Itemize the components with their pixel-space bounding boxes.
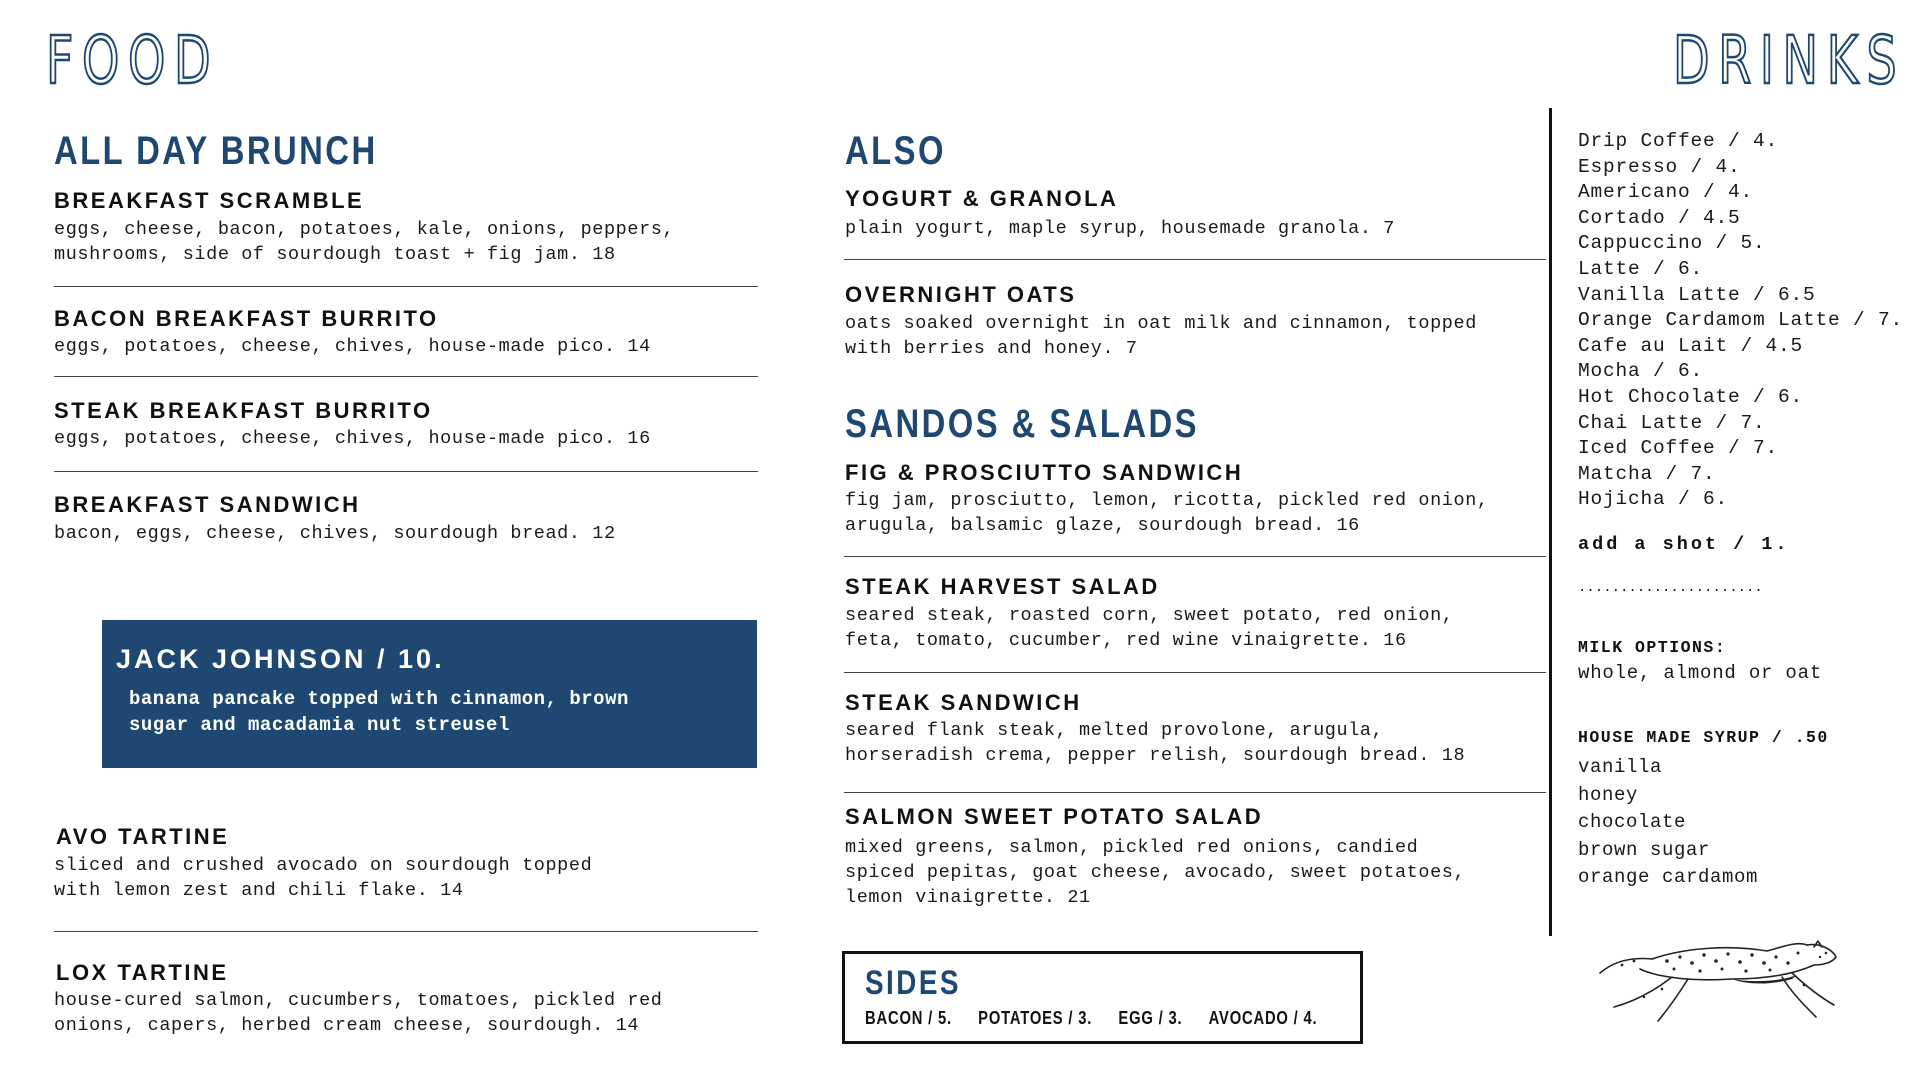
drink-item: Cappuccino / 5. bbox=[1578, 232, 1766, 255]
side-item: BACON / 5. bbox=[865, 1008, 952, 1028]
item-name: BACON BREAKFAST BURRITO bbox=[54, 306, 439, 331]
featured-special-title: JACK JOHNSON / 10. bbox=[116, 644, 445, 674]
item-description: mixed greens, salmon, pickled red onions, candied spiced pepitas, goat cheese, avocado, sweet potatoes, lemon vinaigrette. 21 bbox=[845, 837, 1466, 908]
drink-item: Cortado / 4.5 bbox=[1578, 206, 1741, 229]
divider bbox=[844, 259, 1546, 260]
drink-item: Latte / 6. bbox=[1578, 257, 1704, 280]
sides-title: SIDES bbox=[865, 964, 961, 1002]
also-section-title: ALSO bbox=[845, 129, 946, 173]
menu-item-steak-breakfast-burrito bbox=[54, 400, 754, 451]
item-description: seared flank steak, melted provolone, arugula, horseradish crema, pepper relish, sourdough bread. 18 bbox=[845, 720, 1466, 766]
drinks-list bbox=[1578, 129, 1903, 513]
menu-item-breakfast-scramble bbox=[54, 190, 754, 267]
syrup-item: chocolate bbox=[1578, 811, 1687, 833]
cheetah-illustration bbox=[1592, 935, 1842, 1025]
syrup-item: vanilla bbox=[1578, 756, 1663, 778]
sandos-section-title: SANDOS & SALADS bbox=[845, 402, 1199, 446]
food-header: FOOD bbox=[46, 22, 220, 99]
item-description: eggs, potatoes, cheese, chives, house-made pico. 16 bbox=[54, 428, 651, 449]
divider bbox=[844, 672, 1546, 673]
drink-item: Iced Coffee / 7. bbox=[1578, 437, 1779, 460]
drink-item: Hojicha / 6. bbox=[1578, 488, 1729, 511]
drink-item: Drip Coffee / 4. bbox=[1578, 130, 1779, 152]
brunch-section-title: ALL DAY BRUNCH bbox=[54, 129, 378, 173]
menu-item-steak-sandwich bbox=[845, 692, 1545, 768]
menu-item-steak-harvest-salad bbox=[845, 576, 1545, 653]
item-description: house-cured salmon, cucumbers, tomatoes, pickled red onions, capers, herbed cream cheese, sourdough. 14 bbox=[54, 990, 663, 1036]
drink-item: Espresso / 4. bbox=[1578, 155, 1741, 178]
item-description: bacon, eggs, cheese, chives, sourdough bread. 12 bbox=[54, 523, 616, 544]
drink-item: Cafe au Lait / 4.5 bbox=[1578, 334, 1804, 357]
drink-item: Hot Chocolate / 6. bbox=[1578, 385, 1804, 408]
item-name: AVO TARTINE bbox=[56, 824, 230, 849]
divider bbox=[54, 286, 758, 287]
drink-item: Mocha / 6. bbox=[1578, 360, 1704, 383]
syrup-item: brown sugar bbox=[1578, 838, 1711, 861]
divider bbox=[54, 376, 758, 377]
drink-item: Matcha / 7. bbox=[1578, 462, 1716, 485]
menu-item-avo-tartine bbox=[56, 826, 756, 903]
divider bbox=[54, 931, 758, 932]
drink-item: Orange Cardamom Latte / 7. bbox=[1578, 309, 1904, 332]
side-item: EGG / 3. bbox=[1118, 1008, 1183, 1028]
featured-special-description: banana pancake topped with cinnamon, brown sugar and macadamia nut streusel bbox=[129, 688, 629, 736]
divider bbox=[54, 471, 758, 472]
milk-options-label: MILK OPTIONS: bbox=[1578, 638, 1727, 657]
column-divider bbox=[1549, 108, 1552, 936]
sides-box bbox=[842, 951, 1363, 1044]
item-name: YOGURT & GRANOLA bbox=[845, 186, 1119, 211]
item-description: eggs, potatoes, cheese, chives, house-made pico. 14 bbox=[54, 336, 651, 357]
item-name: STEAK SANDWICH bbox=[845, 690, 1082, 715]
menu-item-fig-prosciutto-sandwich bbox=[845, 462, 1545, 538]
syrup-item: honey bbox=[1578, 783, 1639, 806]
item-description: sliced and crushed avocado on sourdough topped with lemon zest and chili flake. 14 bbox=[54, 855, 593, 901]
menu-item-lox-tartine bbox=[56, 962, 756, 1038]
item-name: OVERNIGHT OATS bbox=[845, 282, 1077, 307]
item-name: LOX TARTINE bbox=[56, 960, 229, 985]
syrup-list bbox=[1578, 754, 1758, 892]
drink-item: Americano / 4. bbox=[1578, 181, 1754, 204]
drink-item: Vanilla Latte / 6.5 bbox=[1578, 283, 1816, 306]
divider bbox=[844, 792, 1546, 793]
divider bbox=[844, 556, 1546, 557]
item-description: oats soaked overnight in oat milk and cinnamon, topped with berries and honey. 7 bbox=[845, 313, 1477, 359]
item-name: SALMON SWEET POTATO SALAD bbox=[845, 804, 1264, 829]
syrup-label: HOUSE MADE SYRUP / .50 bbox=[1578, 728, 1829, 747]
milk-options-value: whole, almond or oat bbox=[1578, 662, 1823, 684]
side-item: AVOCADO / 4. bbox=[1208, 1008, 1318, 1028]
drinks-header: DRINKS bbox=[1673, 22, 1906, 99]
side-item: POTATOES / 3. bbox=[978, 1008, 1093, 1028]
menu-item-yogurt-granola bbox=[845, 188, 1545, 241]
item-description: seared steak, roasted corn, sweet potato, red onion, feta, tomato, cucumber, red wine vinaigrette. 16 bbox=[845, 605, 1454, 651]
item-name: STEAK HARVEST SALAD bbox=[845, 574, 1160, 599]
sides-list bbox=[865, 1008, 1317, 1029]
add-shot-note: add a shot / 1. bbox=[1578, 534, 1790, 555]
item-description: fig jam, prosciutto, lemon, ricotta, pickled red onion, arugula, balsamic glaze, sourdough bread. 16 bbox=[845, 490, 1489, 536]
item-name: STEAK BREAKFAST BURRITO bbox=[54, 398, 433, 423]
menu-item-overnight-oats bbox=[845, 284, 1545, 361]
menu-item-bacon-breakfast-burrito bbox=[54, 308, 754, 359]
syrup-item: orange cardamom bbox=[1578, 866, 1759, 888]
featured-special-box bbox=[102, 620, 757, 768]
item-name: BREAKFAST SANDWICH bbox=[54, 492, 361, 517]
item-name: BREAKFAST SCRAMBLE bbox=[54, 188, 365, 213]
menu-item-breakfast-sandwich bbox=[54, 494, 754, 546]
drink-item: Chai Latte / 7. bbox=[1578, 411, 1766, 434]
item-description: plain yogurt, maple syrup, housemade granola. 7 bbox=[845, 218, 1395, 239]
item-description: eggs, cheese, bacon, potatoes, kale, onions, peppers, mushrooms, side of sourdough toast + fig jam. 18 bbox=[54, 219, 675, 265]
dotted-separator: ...................... bbox=[1578, 580, 1763, 596]
menu-item-salmon-sweet-potato-salad bbox=[845, 806, 1545, 910]
item-name: FIG & PROSCIUTTO SANDWICH bbox=[845, 460, 1244, 485]
